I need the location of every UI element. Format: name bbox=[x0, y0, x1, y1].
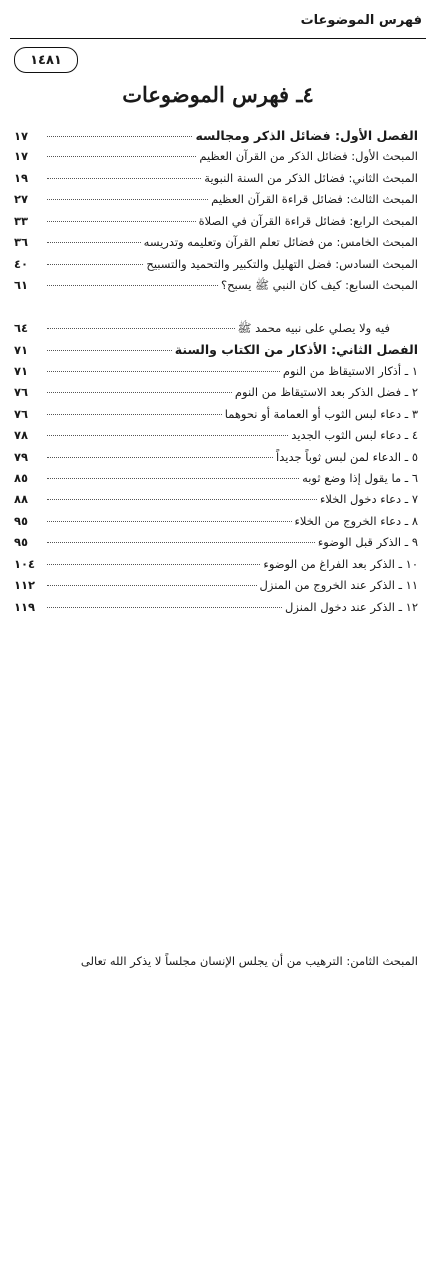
page-ref: ٤٠ bbox=[14, 256, 29, 271]
leader-dots bbox=[47, 435, 288, 436]
leader-dots bbox=[47, 392, 232, 393]
leader-dots bbox=[47, 328, 235, 329]
page-ref: ٨٨ bbox=[14, 492, 29, 507]
toc-entry: ٩ ـ الذكر قبل الوضوء ٩٥ bbox=[14, 535, 418, 556]
leader-dots bbox=[47, 264, 143, 265]
running-header: فهرس الموضوعات bbox=[300, 13, 422, 28]
leader-dots bbox=[47, 156, 196, 157]
leader-dots bbox=[47, 585, 257, 586]
page-ref: ٢٧ bbox=[14, 192, 29, 207]
leader-dots bbox=[47, 414, 222, 415]
leader-dots bbox=[47, 542, 315, 543]
header-rule bbox=[10, 38, 426, 39]
page-ref: ٩٥ bbox=[14, 513, 29, 528]
toc-entry: ٣ ـ دعاء لبس الثوب أو العمامة أو نحوهما ٧٦ bbox=[14, 407, 418, 428]
toc-entry: المبحث الثالث: فضائل قراءة القرآن العظيم ٢٧ bbox=[14, 192, 418, 213]
page-ref: ١١٩ bbox=[14, 599, 36, 614]
leader-dots bbox=[47, 242, 141, 243]
toc-entry: ١٠ ـ الذكر بعد الفراغ من الوضوء ١٠٤ bbox=[14, 557, 418, 578]
leader-dots bbox=[47, 350, 172, 351]
toc-entry: ١ ـ أذكار الاستيقاظ من النوم ٧١ bbox=[14, 364, 418, 385]
page-ref: ١٧ bbox=[14, 149, 29, 164]
leader-dots bbox=[47, 457, 273, 458]
leader-dots bbox=[47, 178, 201, 179]
toc-entry: المبحث الثامن: الترهيب من أن يجلس الإنسان مجلساً لا يذكر الله تعالى bbox=[14, 300, 418, 321]
page-ref: ١٩ bbox=[14, 170, 29, 185]
toc-entry: المبحث السادس: فضل التهليل والتكبير والتحميد والتسبيح ٤٠ bbox=[14, 257, 418, 278]
toc-entry: المبحث الخامس: من فضائل تعلم القرآن وتعليمه وتدريسه ٣٦ bbox=[14, 235, 418, 256]
leader-dots bbox=[47, 199, 208, 200]
page-ref: ١١٢ bbox=[14, 578, 36, 593]
toc-entry-continuation: فيه ولا يصلي على نبيه محمد ﷺ ٦٤ bbox=[14, 321, 418, 342]
page-ref: ٧٦ bbox=[14, 385, 29, 400]
leader-dots bbox=[47, 285, 218, 286]
leader-dots bbox=[47, 607, 282, 608]
toc-entry: المبحث الثاني: فضائل الذكر من السنة النبوية ١٩ bbox=[14, 171, 418, 192]
toc-entry: ٥ ـ الدعاء لمن لبس ثوباً جديداً ٧٩ bbox=[14, 450, 418, 471]
page-ref: ١٠٤ bbox=[14, 556, 36, 571]
leader-dots bbox=[47, 499, 317, 500]
page-ref: ٧٨ bbox=[14, 428, 29, 443]
page-ref: ١٧ bbox=[14, 129, 29, 143]
page-ref: ٦١ bbox=[14, 278, 29, 293]
page-ref: ٧١ bbox=[14, 363, 29, 378]
page-ref: ٣٦ bbox=[14, 235, 29, 250]
page-ref: ٨٥ bbox=[14, 471, 29, 485]
page-ref: ٧٦ bbox=[14, 406, 29, 421]
page-ref: ٩٥ bbox=[14, 535, 29, 550]
leader-dots bbox=[47, 564, 260, 565]
toc-entry: ٢ ـ فضل الذكر بعد الاستيقاظ من النوم ٧٦ bbox=[14, 385, 418, 406]
page-number: ١٤٨١ bbox=[14, 47, 78, 73]
toc-entry: المبحث الأول: فضائل الذكر من القرآن العظيم ١٧ bbox=[14, 149, 418, 170]
leader-dots bbox=[47, 521, 292, 522]
leader-dots bbox=[47, 371, 280, 372]
toc-entry: ٧ ـ دعاء دخول الخلاء ٨٨ bbox=[14, 492, 418, 513]
leader-dots bbox=[47, 221, 196, 222]
index-title: ٤ـ فهرس الموضوعات bbox=[122, 82, 314, 107]
toc-entry: المبحث الرابع: فضائل قراءة القرآن في الصلاة ٣٣ bbox=[14, 214, 418, 235]
toc-chapter: الفصل الثاني: الأذكار من الكتاب والسنة ٧١ bbox=[14, 342, 418, 363]
toc-entry: ٦ ـ ما يقول إذا وضع ثوبه ٨٥ bbox=[14, 471, 418, 492]
toc-chapter: الفصل الأول: فضائل الذكر ومجالسه ١٧ bbox=[14, 128, 418, 149]
toc-entry: ٤ ـ دعاء لبس الثوب الجديد ٧٨ bbox=[14, 428, 418, 449]
table-of-contents bbox=[14, 128, 418, 968]
page-ref: ٧٩ bbox=[14, 449, 29, 464]
page-ref: ٦٤ bbox=[14, 320, 29, 335]
page-ref: ٧١ bbox=[14, 343, 29, 358]
page-ref: ٣٣ bbox=[14, 213, 29, 228]
toc-entry: ١٢ ـ الذكر عند دخول المنزل ١١٩ bbox=[14, 600, 418, 621]
page-ref bbox=[51, 300, 81, 965]
toc-entry: ١١ ـ الذكر عند الخروج من المنزل ١١٢ bbox=[14, 578, 418, 599]
leader-dots bbox=[47, 478, 299, 479]
leader-dots bbox=[47, 136, 192, 137]
toc-entry: المبحث السابع: كيف كان النبي ﷺ يسبح؟ ٦١ bbox=[14, 278, 418, 299]
toc-entry: ٨ ـ دعاء الخروج من الخلاء ٩٥ bbox=[14, 514, 418, 535]
